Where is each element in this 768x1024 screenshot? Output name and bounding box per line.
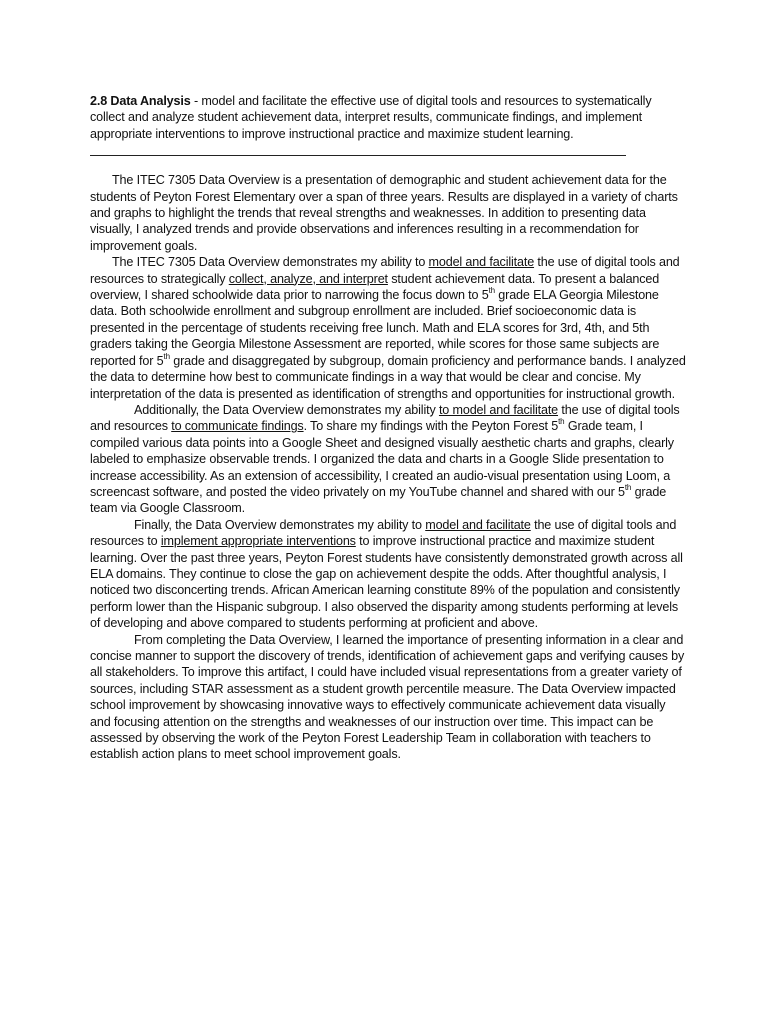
superscript: th xyxy=(488,285,495,295)
superscript: th xyxy=(163,351,170,361)
underlined-phrase: implement appropriate interventions xyxy=(160,534,356,549)
text-run: Finally, the Data Overview demonstrates my ability to xyxy=(134,517,426,532)
paragraph-interventions xyxy=(90,517,686,632)
paragraph-communicate xyxy=(90,402,686,517)
text-run: Additionally, the Data Overview demonstrates my ability xyxy=(134,402,439,417)
text-run: the use of digital tools and resources xyxy=(90,402,680,434)
text-run: the use of digital tools and resources to xyxy=(90,517,677,549)
superscript: th xyxy=(558,417,565,427)
section-description: - model and facilitate the effective use of digital tools and resources to systematically collect and analyze student achievement data, interpret results, communicate findings, and implement appropriate interventions to improve instructional practice and maximize student learning. xyxy=(90,94,652,141)
text-run: grade team via Google Classroom. xyxy=(90,484,667,516)
document-page xyxy=(90,93,686,763)
section-heading xyxy=(90,93,686,142)
superscript: th xyxy=(624,482,632,492)
underlined-phrase: to communicate findings xyxy=(171,419,304,434)
paragraph-reflection: From completing the Data Overview, I learned the importance of presenting information in a clear and concise manner to support the discovery of trends, identification of achievement gaps and verifying causes by all stakeholders. To improve this artifact, I could have included visual representations from a greater variety of sources, including STAR assessment as a student growth percentile measure. The Data Overview impacted school improvement by showcasing innovative ways to effectively communicate achievement data visually and focusing attention on the strengths and weaknesses of our instruction over time. This impact can be assessed by observing the work of the Peyton Forest Leadership Team in collaboration with teachers to establish action plans to meet school improvement goals. xyxy=(90,632,685,762)
paragraph-intro: The ITEC 7305 Data Overview is a presentation of demographic and student achievement data for the students of Peyton Forest Elementary over a span of three years. Results are displayed in a variety of charts and graphs to highlight the trends that reveal strengths and weaknesses. In addition to presenting data visually, I analyzed trends and provide observations and inferences resulting in a recommendation for improvement goals. xyxy=(90,173,678,253)
text-run: student achievement data. To present a balanced overview, I shared schoolwide data prior to narrowing the focus down to 5 xyxy=(90,271,660,303)
text-run: to improve instructional practice and maximize student learning. Over the past three years, Peyton Forest students have consistently demonstrated growth across all ELA domains. They continue to close the gap on achievement despite the odds. After thoughtful analysis, I noticed two disconcerting trends. African American learning constitute 89% of the population and consistently perform lower than the Hispanic subgroup. I also observed the disparity among students performing at levels of developing and above compared to students performing at proficient and above. xyxy=(90,534,683,631)
document-body xyxy=(90,172,686,763)
underlined-phrase: to model and facilitate xyxy=(438,402,559,417)
text-run: . To share my findings with the Peyton Forest 5 xyxy=(303,419,559,434)
paragraph-collect-analyze xyxy=(90,254,686,402)
section-number: 2.8 Data Analysis xyxy=(90,94,191,108)
text-run: grade and disaggregated by subgroup, domain proficiency and performance bands. I analyzed the data to determine how best to communicate findings in a way that would be clear and concise. My interpretation of the data is presented as identification of strengths and opportunities for instructional growth. xyxy=(90,353,686,401)
text-run: Grade team, I compiled various data points into a Google Sheet and designed visually aesthetic charts and graphs, clearly labeled to emphasize observable trends. I organized the data and charts in a Google Slide presentation to increase accessibility. As an extension of accessibility, I created an audio-visual presentation using Loom, a screencast software, and posted the video privately on my YouTube channel and shared with our 5 xyxy=(90,419,674,499)
text-run: grade ELA Georgia Milestone data. Both schoolwide enrollment and subgroup enrollment are included. Brief socioeconomic data is presented in the percentage of students receiving free lunch. Math and ELA scores for 3rd, 4th, and 5th graders taking the Georgia Milestone Assessment are reported, while scores for those same subjects are reported for 5 xyxy=(90,288,660,368)
underlined-phrase: collect, analyze, and interpret xyxy=(228,271,388,286)
underlined-phrase: model and facilitate xyxy=(425,517,531,532)
heading-divider xyxy=(90,145,626,156)
text-run: the use of digital tools and resources to strategically xyxy=(90,255,680,286)
underlined-phrase: model and facilitate xyxy=(428,255,535,270)
text-run: The ITEC 7305 Data Overview demonstrates my ability to xyxy=(112,255,429,270)
